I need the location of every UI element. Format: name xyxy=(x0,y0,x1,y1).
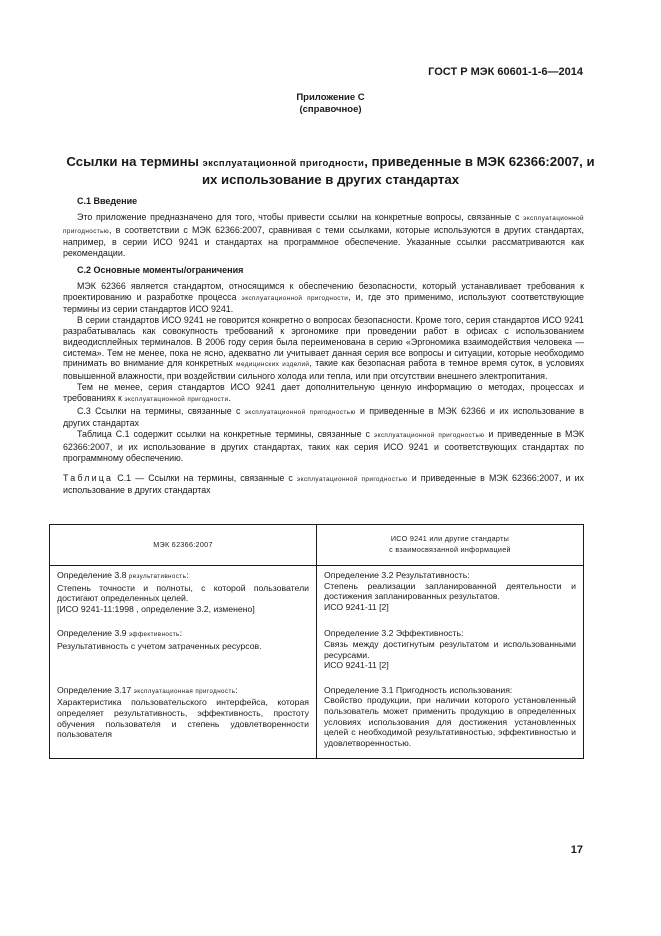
definition-text: Результативность с учетом затраченных ресурсов. xyxy=(57,640,262,651)
left-cell xyxy=(50,624,317,680)
definition-label xyxy=(57,628,309,641)
term-run: эксплуатационная пригодность xyxy=(133,687,236,695)
term-run: эксплуатационной пригодностью xyxy=(63,214,584,235)
term-run: эксплуатационной пригодностью xyxy=(244,408,356,416)
text-run: Определение 3.8 xyxy=(57,570,129,580)
term-run: медицинских изделий xyxy=(236,361,310,369)
definition-text: Связь между достигнутым результатом и использованными ресурсами. xyxy=(324,638,576,660)
text-run: , в соответствии с МЭК 62366:2007, сравнивая с теми ссылками, которые используются в других стандартах, например, в серии ИСО 9241 и стандартах на программное обеспечение. Указанные ссылки рассматриваются как рекомендации. xyxy=(63,224,584,259)
section-c1-heading: С.1 Введение xyxy=(77,196,138,206)
text-run: : xyxy=(179,628,183,639)
text-run: Это приложение предназначено для того, чтобы привести ссылки на конкретные вопросы, связанные с xyxy=(77,211,524,222)
text-run: : xyxy=(186,570,189,580)
term-run: результативность xyxy=(128,573,187,580)
table-label: Таблица xyxy=(63,472,114,483)
header-iso-line-1: ИСО 9241 или другие стандарты xyxy=(390,534,510,544)
document-title xyxy=(60,154,601,188)
annex-type: (справочное) xyxy=(299,104,362,115)
text-run: Таблица С.1 содержит ссылки на конкретные термины, связанные с xyxy=(77,429,374,440)
definition-text: Свойство продукции, при наличии которого установленный пользователь может применить продукцию в определенных условиях использования для достижения установленных целей с необходимой результативностью, эффективностью и удовлетворенностью. xyxy=(324,695,576,748)
term-run: эксплуатационной пригодности xyxy=(241,294,349,302)
annex-title: Приложение С xyxy=(296,92,365,103)
text-run: . xyxy=(228,392,231,403)
section-c2-paragraph-2 xyxy=(63,315,584,382)
right-cell xyxy=(317,624,584,680)
terms-table xyxy=(49,524,584,759)
definition-label: Определение 3.2 Результативность: xyxy=(324,570,470,580)
text-run: и приведенные в МЭК 62366:2007, и их использование в других стандартах, таких как серия ИСО 9241 и соответствующих стандартах по программному обеспечению. xyxy=(63,429,584,463)
definition-label xyxy=(57,685,309,698)
page-number: 17 xyxy=(570,844,583,856)
text-run: В серии стандартов ИСО 9241 не говорится конкретно о вопросах безопасности. Кроме того, серия стандартов ИСО 9241 разрабатывалась как совокупность требований к эргономике при проведении работ в офисах с использованием видеодисплейных терминалов. В 2006 году серия была переименована в серию «Эргономика взаимодействия человека — система». Тем не менее, пока не ясно, адекватно ли учитывает данная серия все вопросы и ситуации, которые необходимо принимать во внимание для конкретных xyxy=(63,315,584,369)
table-row xyxy=(50,681,584,759)
text-run: МЭК 62366 является стандартом, относящимся к обеспечению безопасности, который устанавливает требования к проектированию и разработке процесса xyxy=(63,280,584,302)
right-cell xyxy=(317,681,584,759)
section-c3-table-intro xyxy=(63,429,584,463)
term-run: эксплуатационной пригодностью xyxy=(373,432,485,440)
table-row xyxy=(50,624,584,680)
definition-reference: [ИСО 9241-11:1998 , определение 3.2, изменено] xyxy=(57,603,255,614)
left-cell xyxy=(50,566,317,625)
standard-code: ГОСТ Р МЭК 60601-1-6—2014 xyxy=(428,66,583,78)
header-iec: МЭК 62366:2007 xyxy=(50,525,317,566)
definition-label: Определение 3.1 Пригодность использования: xyxy=(324,684,513,695)
title-part2: , приведенные в МЭК 62366:2007, и их использование в других стандартах xyxy=(201,154,595,187)
table-row xyxy=(50,566,584,625)
text-run: и приведенные в МЭК 62366:2007, и их использование в других стандартах xyxy=(63,472,584,496)
term-run: эксплуатационной пригодностью xyxy=(296,475,408,483)
term-run: эксплуатационной пригодности xyxy=(124,395,229,403)
definition-label xyxy=(57,570,309,583)
text-run: Тем не менее, серия стандартов ИСО 9241 дает дополнительную ценную информацию о методах, процессах и требованиях к xyxy=(63,381,584,403)
definition-text: Степень точности и полноты, с которой пользователи достигают определенных целей. xyxy=(57,582,309,604)
text-run: Определение 3.17 xyxy=(57,684,134,695)
text-run: С.1 — Ссылки на термины, связанные с xyxy=(113,472,297,483)
left-cell xyxy=(50,681,317,759)
text-run: : xyxy=(235,684,238,695)
title-term: эксплуатационной пригодности xyxy=(202,158,365,169)
definition-label: Определение 3.2 Эффективность: xyxy=(324,628,464,639)
definition-text: Степень реализации запланированной деятельности и достижения запланированных результатов. xyxy=(324,580,576,602)
definition-text: Характеристика пользовательского интерфейса, которая определяет результативность, эффективность, простоту обучения пользователя и степень удовлетворенности пользователя xyxy=(57,697,309,740)
text-run: , и, где это применимо, используют соответствующие термины из серии стандартов ИСО 9241. xyxy=(63,291,584,315)
right-cell xyxy=(317,566,584,625)
table-header-row xyxy=(50,525,584,566)
section-c1-paragraph xyxy=(63,212,584,259)
header-iso-line-2: с взаимосвязанной информацией xyxy=(389,545,511,554)
term-run: эффективность xyxy=(128,631,180,639)
text-run: и приведенные в МЭК 62366 и их использование в других стандартах xyxy=(63,405,584,429)
text-run: Определение 3.9 xyxy=(57,628,129,639)
section-c3-paragraph xyxy=(63,406,584,430)
section-c2-heading: С.2 Основные моменты/ограничения xyxy=(77,264,244,275)
title-part1: Ссылки на термины xyxy=(66,154,203,169)
section-c2-paragraph-3 xyxy=(63,382,584,406)
table-caption xyxy=(63,473,584,497)
section-c2-paragraph-1 xyxy=(63,281,584,315)
header-iso xyxy=(317,525,584,566)
main-content xyxy=(63,196,584,496)
annex-heading xyxy=(0,92,661,116)
definition-reference: ИСО 9241-11 [2] xyxy=(324,601,389,612)
definition-reference: ИСО 9241-11 [2] xyxy=(324,660,389,671)
text-run: , такие как безопасная работа в темное время суток, в условиях повышенной влажности, при воздействии сильного холода или тепла, или при отсутствии внешнего электропитания. xyxy=(63,358,584,382)
text-run: С.3 Ссылки на термины, связанные с xyxy=(77,405,245,416)
